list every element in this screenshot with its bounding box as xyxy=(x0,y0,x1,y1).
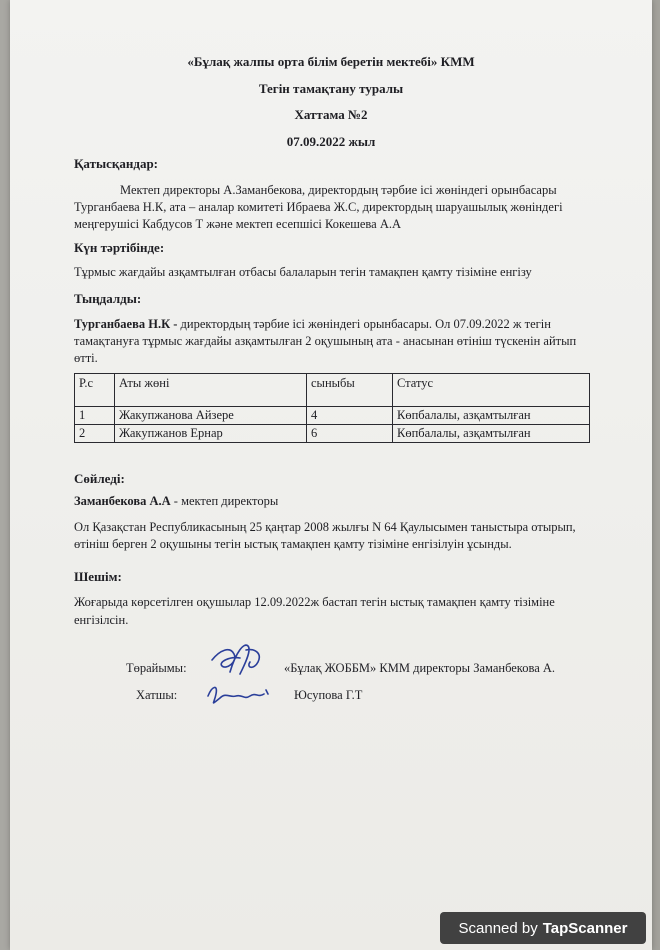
agenda-text: Тұрмыс жағдайы азқамтылған отбасы балаларын тегін тамақпен қамту тізіміне енгізу xyxy=(74,265,532,279)
chair-label: Төрайымы: xyxy=(126,661,187,675)
secretary-name: Юсупова Г.Т xyxy=(294,688,363,702)
table-header-row xyxy=(75,374,590,407)
chair-signature xyxy=(200,632,280,682)
participants-line-1: Мектеп директоры А.Заманбекова, директордың тәрбие ісі жөніндегі орынбасары xyxy=(120,183,557,197)
scan-right-edge xyxy=(652,0,660,950)
table-cell: 1 xyxy=(75,407,115,425)
table-row xyxy=(75,407,590,425)
secretary-label: Хатшы: xyxy=(136,688,178,702)
decision-heading: Шешім: xyxy=(74,569,122,584)
table-cell: 6 xyxy=(307,425,393,443)
table-row xyxy=(75,425,590,443)
participants-line-2: Турганбаева Н.К, ата – аналар комитеті Ибраева Ж.С, директордың шаруашылық жөніндегі xyxy=(74,200,563,214)
table-cell: 2 xyxy=(75,425,115,443)
decision-line-1: Жоғарыда көрсетілген оқушылар 12.09.2022ж бастап тегін ыстық тамақпен қамту тізіміне xyxy=(74,595,555,609)
decision-line-2: енгізілсін. xyxy=(74,613,129,627)
table-header-cell: Р.с xyxy=(75,374,115,407)
spoke-heading: Сөйледі: xyxy=(74,471,125,486)
spoke-line-2: өтініш берген 2 оқушыны тегін ыстық тамақпен қамту тізіміне енгізілуін ұсынды. xyxy=(74,537,512,551)
listened-text-1: директордың тәрбие ісі жөніндегі орынбасары. Ол 07.09.2022 ж тегін xyxy=(177,317,551,331)
table-cell: Көпбалалы, азқамтылған xyxy=(393,425,590,443)
watermark-brand: TapScanner xyxy=(542,919,628,937)
org-title: «Бұлақ жалпы орта білім беретін мектебі» КММ xyxy=(187,54,475,69)
watermark-prefix: Scanned by xyxy=(458,919,538,937)
students-table xyxy=(74,373,590,443)
listened-heading: Тыңдалды: xyxy=(74,291,142,306)
listened-line-3: өтті. xyxy=(74,351,98,365)
agenda-heading: Күн тәртібінде: xyxy=(74,240,165,255)
listened-speaker: Турганбаева Н.К - xyxy=(74,317,178,331)
chair-name: «Бұлақ ЖОББМ» КММ директоры Заманбекова А. xyxy=(284,661,556,675)
participants-heading: Қатысқандар: xyxy=(74,156,159,171)
table-cell: Жакупжанов Ернар xyxy=(115,425,307,443)
spoke-line-1: Ол Қазақстан Республикасының 25 қаңтар 2008 жылғы N 64 Қаулысымен таныстыра отырып, xyxy=(74,520,576,534)
scan-left-edge xyxy=(0,0,10,950)
table-cell: 4 xyxy=(307,407,393,425)
protocol-number: Хаттама №2 xyxy=(294,107,368,122)
table-header-cell: Статус xyxy=(393,374,590,407)
table-cell: Көпбалалы, азқамтылған xyxy=(393,407,590,425)
spoke-role: - мектеп директоры xyxy=(170,494,279,508)
listened-line-2: тамақтануға тұрмыс жағдайы азқамтылған 2 оқушының ата - анасынан өтініш түскенін айтып xyxy=(74,334,577,348)
scanner-watermark xyxy=(440,912,646,944)
participants-line-3: меңгерушісі Кабдусов Т және мектеп есепшісі Кокешева А.А xyxy=(74,217,402,231)
listened-line-1 xyxy=(74,316,551,333)
protocol-date: 07.09.2022 жыл xyxy=(286,134,376,149)
spoke-speaker-line xyxy=(74,493,278,510)
spoke-speaker: Заманбекова А.А xyxy=(74,494,171,508)
table-cell: Жакупжанова Айзере xyxy=(115,407,307,425)
table-header-cell: Аты жөні xyxy=(115,374,307,407)
document-page xyxy=(10,0,652,950)
subject-title: Тегін тамақтану туралы xyxy=(258,81,404,96)
secretary-signature xyxy=(202,676,282,712)
table-header-cell: сыныбы xyxy=(307,374,393,407)
